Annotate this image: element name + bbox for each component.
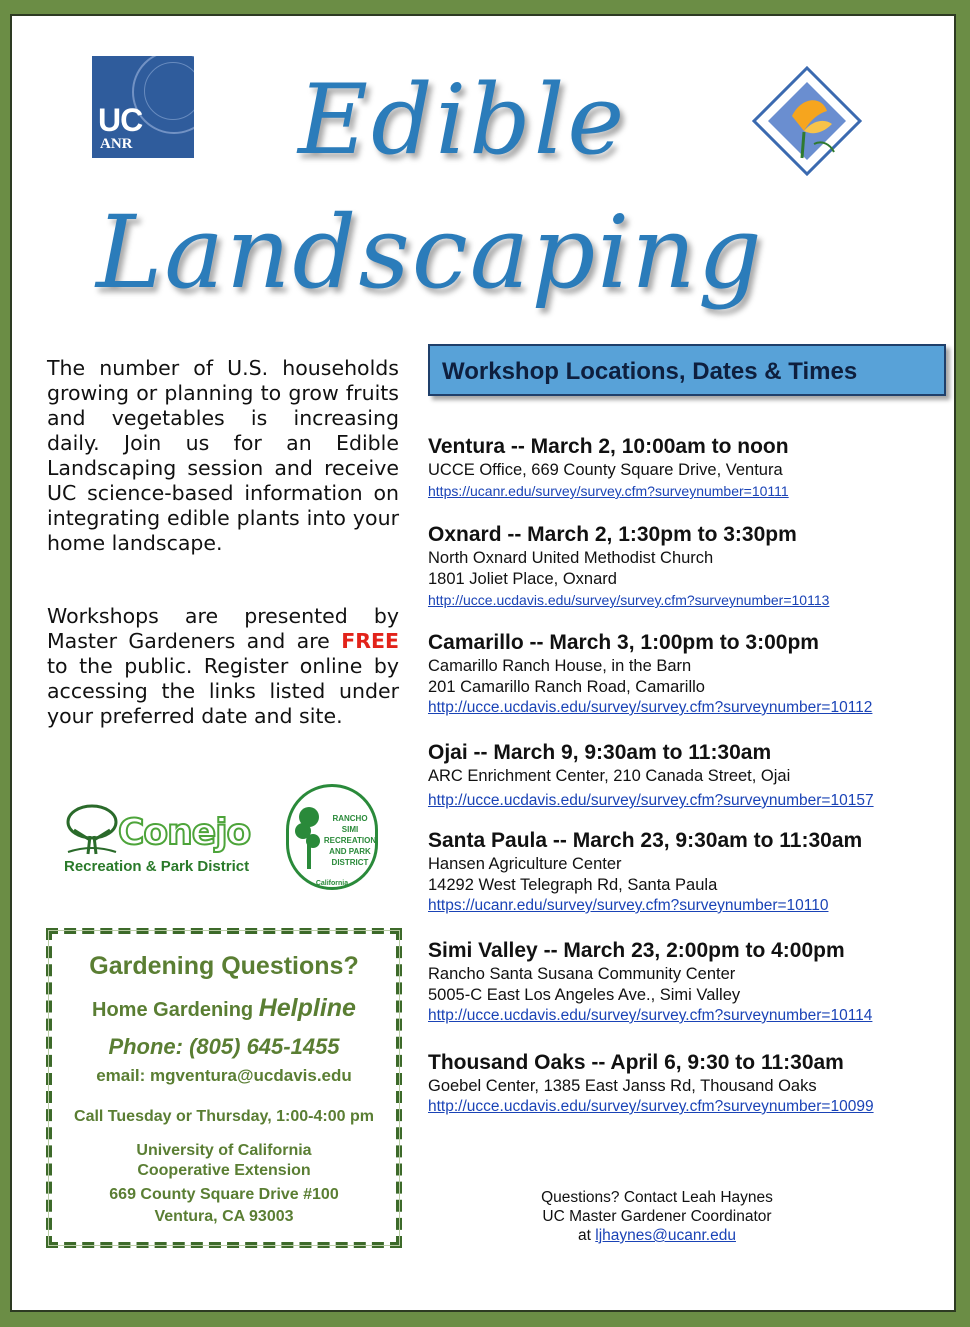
rancho-text — [323, 813, 377, 868]
workshop-location: Hansen Agriculture Center — [428, 855, 622, 873]
contact-email-link[interactable]: ljhaynes@ucanr.edu — [595, 1227, 736, 1244]
contact-line-2: UC Master Gardener Coordinator — [542, 1208, 772, 1225]
workshop-ventura — [428, 434, 948, 501]
free-label: FREE — [341, 629, 399, 653]
workshop-heading: Thousand Oaks -- April 6, 9:30 to 11:30am — [428, 1051, 844, 1074]
workshop-heading: Oxnard -- March 2, 1:30pm to 3:30pm — [428, 523, 797, 546]
workshop-address: 201 Camarillo Ranch Road, Camarillo — [428, 678, 705, 696]
helpline-email: email: mgventura@ucdavis.edu — [96, 1066, 352, 1085]
workshop-simi-valley — [428, 938, 948, 1026]
rancho-footer: California — [315, 880, 349, 887]
intro-paragraph-2 — [47, 604, 399, 729]
workshop-location: Goebel Center, 1385 East Janss Rd, Thousand Oaks — [428, 1077, 817, 1095]
workshop-location: North Oxnard United Methodist Church — [428, 549, 714, 567]
rancho-line: RANCHO — [332, 814, 368, 823]
workshop-register-link[interactable]: http://ucce.ucdavis.edu/survey/survey.cfm?surveynumber=10113 — [428, 592, 830, 608]
ucanr-logo-anr: ANR — [100, 136, 133, 152]
title-line-1: Edible — [298, 64, 628, 176]
rancho-simi-logo — [286, 784, 378, 890]
workshop-thousand-oaks — [428, 1050, 948, 1117]
conejo-name: Conejo — [118, 812, 251, 853]
master-gardener-logo — [752, 66, 862, 176]
workshop-location: Camarillo Ranch House, in the Barn — [428, 657, 692, 675]
workshop-register-link[interactable]: https://ucanr.edu/survey/survey.cfm?surveynumber=10110 — [428, 897, 829, 914]
workshop-address: 1801 Joliet Place, Oxnard — [428, 570, 617, 588]
helpline-title: Gardening Questions? — [89, 952, 359, 980]
ucanr-logo — [92, 56, 194, 158]
workshop-register-link[interactable]: http://ucce.ucdavis.edu/survey/survey.cfm?surveynumber=10114 — [428, 1007, 873, 1024]
workshop-location: UCCE Office, 669 County Square Drive, Ventura — [428, 461, 783, 479]
workshop-location: Rancho Santa Susana Community Center — [428, 965, 736, 983]
seal-inner-ring — [144, 62, 194, 120]
workshop-ojai — [428, 740, 948, 811]
workshop-heading: Ventura -- March 2, 10:00am to noon — [428, 435, 789, 458]
workshops-header-label: Workshop Locations, Dates & Times — [442, 358, 858, 385]
workshop-heading: Simi Valley -- March 23, 2:00pm to 4:00pm — [428, 939, 845, 962]
workshops-header — [428, 344, 946, 396]
rancho-line: DISTRICT — [331, 858, 369, 867]
contact-at: at — [578, 1227, 596, 1244]
intro-p2-after: to the public. Register online by accessing the links listed under your preferred date and site. — [47, 654, 399, 728]
workshop-oxnard — [428, 522, 948, 610]
contact-line-3 — [492, 1226, 822, 1245]
title-line-2: Landscaping — [96, 194, 764, 311]
workshop-register-link[interactable]: http://ucce.ucdavis.edu/survey/survey.cfm?surveynumber=10112 — [428, 699, 873, 716]
helpline-org-2: Cooperative Extension — [137, 1162, 311, 1179]
contact-line-1: Questions? Contact Leah Haynes — [541, 1189, 773, 1206]
helpline-box — [46, 928, 402, 1248]
helpline-heading — [52, 994, 396, 1023]
helpline-org-1: University of California — [136, 1142, 312, 1159]
workshop-register-link[interactable]: http://ucce.ucdavis.edu/survey/survey.cfm?surveynumber=10099 — [428, 1098, 874, 1115]
rancho-line: RECREATION — [323, 836, 377, 845]
workshop-location: ARC Enrichment Center, 210 Canada Street, Ojai — [428, 767, 791, 785]
workshop-register-link[interactable]: https://ucanr.edu/survey/survey.cfm?surveynumber=10111 — [428, 483, 789, 499]
ucanr-logo-uc: UC — [98, 102, 143, 138]
workshop-heading: Camarillo -- March 3, 1:00pm to 3:00pm — [428, 631, 819, 654]
helpline-phone: Phone: (805) 645-1455 — [108, 1034, 340, 1059]
helpline-em: Helpline — [258, 994, 356, 1022]
workshop-heading: Ojai -- March 9, 9:30am to 11:30am — [428, 741, 772, 764]
intro-p2-before: Workshops are presented by Master Gardeners and are — [47, 604, 399, 653]
workshop-camarillo — [428, 630, 948, 718]
workshop-address: 5005-C East Los Angeles Ave., Simi Valley — [428, 986, 741, 1004]
contact-block — [492, 1188, 822, 1245]
workshop-santa-paula — [428, 828, 948, 916]
rancho-line: AND PARK — [329, 847, 371, 856]
helpline-address-1: 669 County Square Drive #100 — [109, 1186, 339, 1203]
helpline-hours: Call Tuesday or Thursday, 1:00-4:00 pm — [74, 1108, 374, 1125]
helpline-prefix: Home Gardening — [92, 999, 259, 1021]
workshop-register-link[interactable]: http://ucce.ucdavis.edu/survey/survey.cfm?surveynumber=10157 — [428, 792, 874, 809]
workshop-address: 14292 West Telegraph Rd, Santa Paula — [428, 876, 718, 894]
helpline-address-2: Ventura, CA 93003 — [154, 1208, 294, 1225]
flyer-page — [10, 14, 956, 1312]
conejo-sub: Recreation & Park District — [64, 858, 250, 875]
oak-tree-icon — [64, 800, 118, 856]
tree-icon — [293, 801, 325, 871]
workshop-heading: Santa Paula -- March 23, 9:30am to 11:30am — [428, 829, 863, 852]
intro-paragraph-1: The number of U.S. households growing or planning to grow fruits and vegetables is increasing daily. Join us for an Edible Landscaping session and receive UC science-based information on integrating edible plants into your home landscape. — [47, 356, 399, 555]
conejo-logo — [64, 800, 254, 880]
rancho-line: SIMI — [341, 825, 359, 834]
